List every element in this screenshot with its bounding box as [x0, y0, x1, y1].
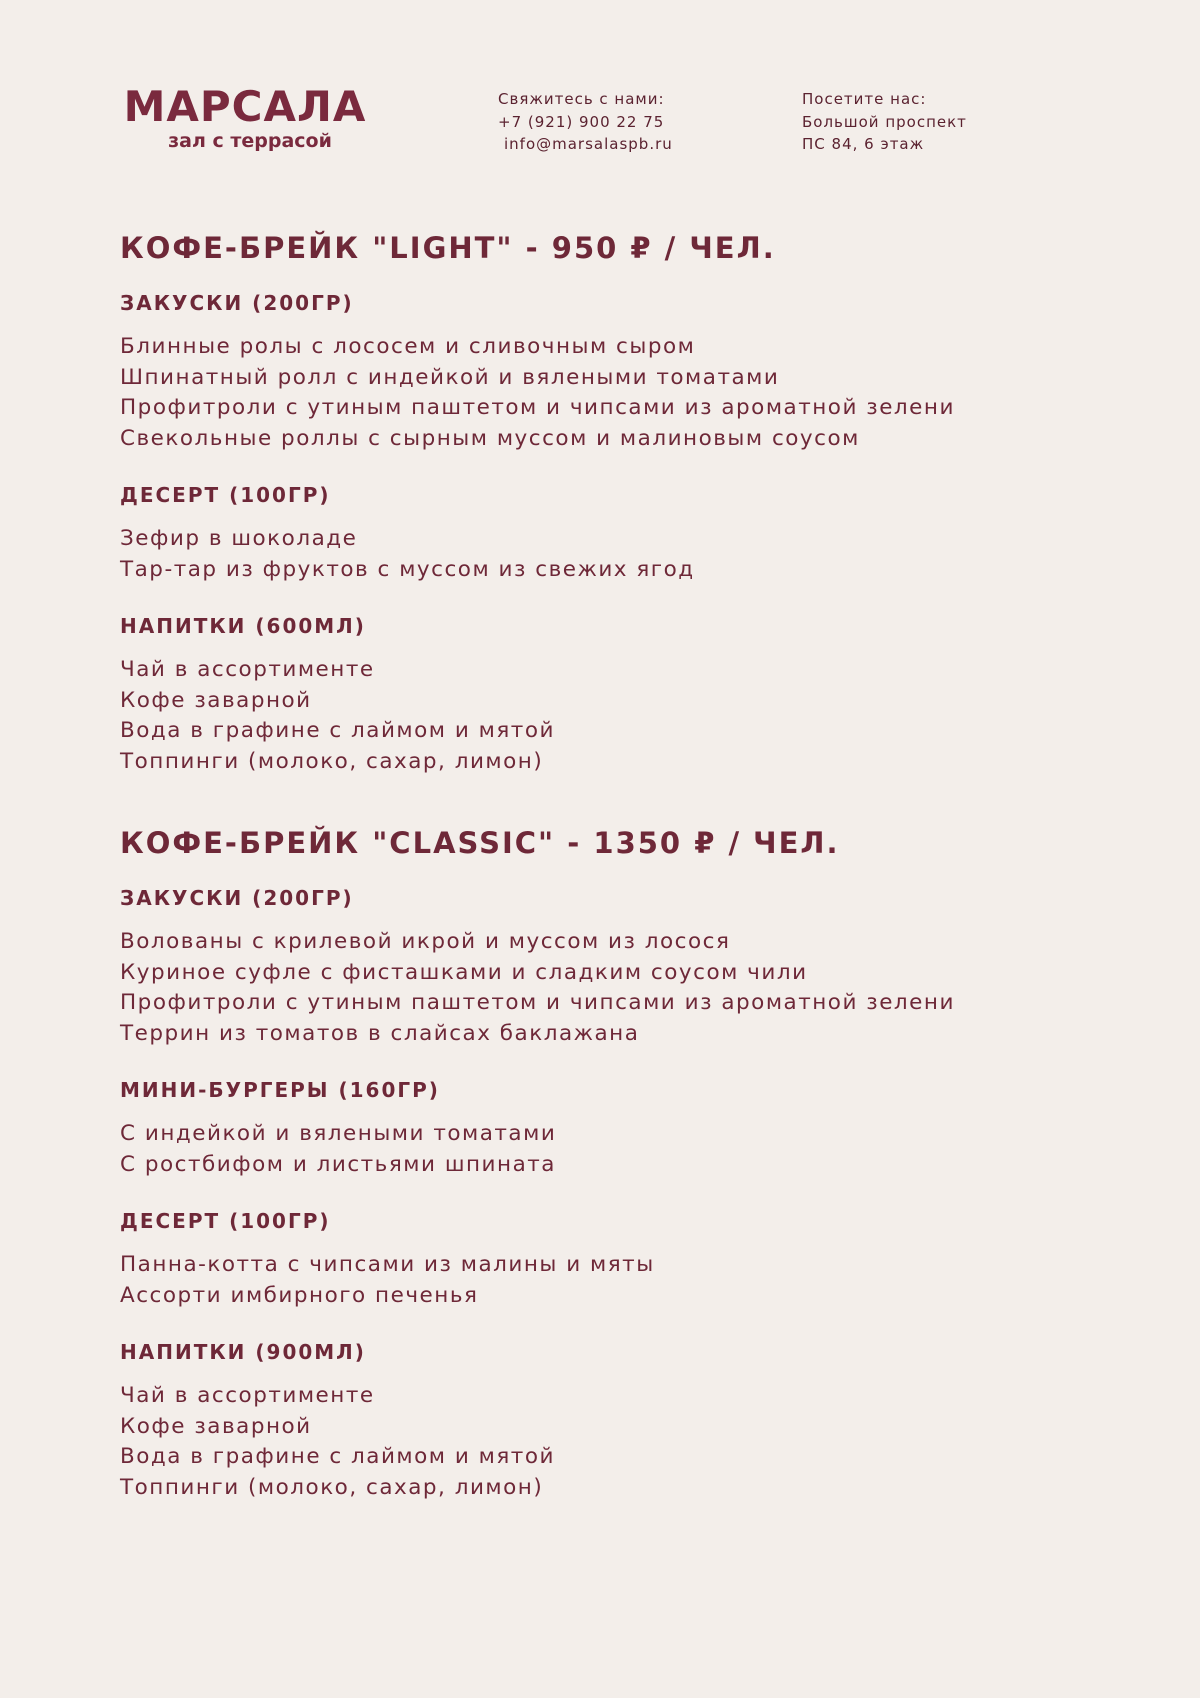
- menu-light: [120, 224, 1120, 777]
- item-list: [120, 1119, 1120, 1180]
- menu-section-dessert: [120, 1206, 1120, 1311]
- item-list: [120, 1250, 1120, 1311]
- item-list: [120, 524, 1120, 585]
- menu-item: Террин из томатов в слайсах баклажана: [120, 1020, 640, 1046]
- header: [120, 80, 1080, 160]
- menu-item: Тар-тар из фруктов с муссом из свежих ягод: [120, 556, 695, 582]
- menu-section-snacks: [120, 883, 1120, 1049]
- item-list: [120, 655, 1120, 777]
- contact-phone[interactable]: +7 (921) 900 22 75: [498, 112, 665, 131]
- section-title: МИНИ-БУРГЕРЫ (160ГР): [120, 1078, 440, 1102]
- address-label: Посетите нас:: [802, 90, 927, 108]
- menu-item: Вода в графине с лаймом и мятой: [120, 1444, 555, 1469]
- contact-info: [498, 88, 673, 156]
- section-title: ДЕСЕРТ (100ГР): [120, 483, 331, 507]
- section-title: НАПИТКИ (900МЛ): [120, 1340, 366, 1364]
- menu-item: Кофе заварной: [120, 687, 312, 713]
- menu-item: Шпинатный ролл с индейкой и вялеными томатами: [120, 364, 780, 390]
- section-title: ЗАКУСКИ (200ГР): [120, 886, 354, 910]
- address-line-2: ПС 84, 6 этаж: [802, 135, 925, 153]
- logo-tagline: зал с террасой: [168, 130, 332, 152]
- menu-item: Панна-котта с чипсами из малины и мяты: [120, 1252, 655, 1277]
- item-list: [120, 927, 1120, 1049]
- menu-item: Свекольные роллы с сырным муссом и малиновым соусом: [120, 425, 860, 451]
- menu-section-burgers: [120, 1075, 1120, 1180]
- contact-email[interactable]: info@marsalaspb.ru: [504, 135, 673, 153]
- menu-item: Кофе заварной: [120, 1413, 312, 1439]
- menu-item: Волованы с крилевой икрой и муссом из лосося: [120, 929, 731, 954]
- menu-item: Топпинги (молоко, сахар, лимон): [120, 748, 544, 774]
- item-list: [120, 1381, 1120, 1503]
- menu-item: С индейкой и вялеными томатами: [120, 1121, 557, 1146]
- section-title: НАПИТКИ (600МЛ): [120, 614, 366, 638]
- menu-section-dessert: [120, 480, 1120, 585]
- menu-item: Топпинги (молоко, сахар, лимон): [120, 1474, 544, 1500]
- menu-item: Профитроли с утиным паштетом и чипсами из ароматной зелени: [120, 990, 955, 1015]
- item-list: [120, 332, 1120, 454]
- address-line-1: Большой проспект: [802, 112, 967, 131]
- menu-classic: [120, 819, 1120, 1503]
- menu-item: Вода в графине с лаймом и мятой: [120, 718, 555, 743]
- menu-section-drinks: [120, 611, 1120, 777]
- menu-item: Блинные ролы с лососем и сливочным сыром: [120, 334, 696, 359]
- menu-item: Профитроли с утиным паштетом и чипсами из ароматной зелени: [120, 395, 955, 420]
- contact-label: Свяжитесь с нами:: [498, 90, 665, 108]
- menu-content: [120, 224, 1120, 1519]
- menu-item: Чай в ассортименте: [120, 657, 375, 682]
- address-info: [802, 88, 967, 156]
- menu-item: Зефир в шоколаде: [120, 526, 358, 551]
- menu-item: С ростбифом и листьями шпината: [120, 1151, 556, 1177]
- menu-item: Куриное суфле с фисташками и сладким соусом чили: [120, 959, 808, 985]
- logo-name: МАРСАЛА: [123, 82, 367, 131]
- section-title: ЗАКУСКИ (200ГР): [120, 291, 354, 315]
- menu-section-snacks: [120, 288, 1120, 454]
- menu-title: КОФЕ-БРЕЙК "LIGHT" - 950 ₽ / ЧЕЛ.: [120, 231, 776, 265]
- menu-item: Ассорти имбирного печенья: [120, 1282, 479, 1308]
- menu-item: Чай в ассортименте: [120, 1383, 375, 1408]
- logo: [120, 82, 370, 152]
- section-title: ДЕСЕРТ (100ГР): [120, 1209, 331, 1233]
- menu-section-drinks: [120, 1337, 1120, 1503]
- menu-title: КОФЕ-БРЕЙК "CLASSIC" - 1350 ₽ / ЧЕЛ.: [120, 826, 840, 860]
